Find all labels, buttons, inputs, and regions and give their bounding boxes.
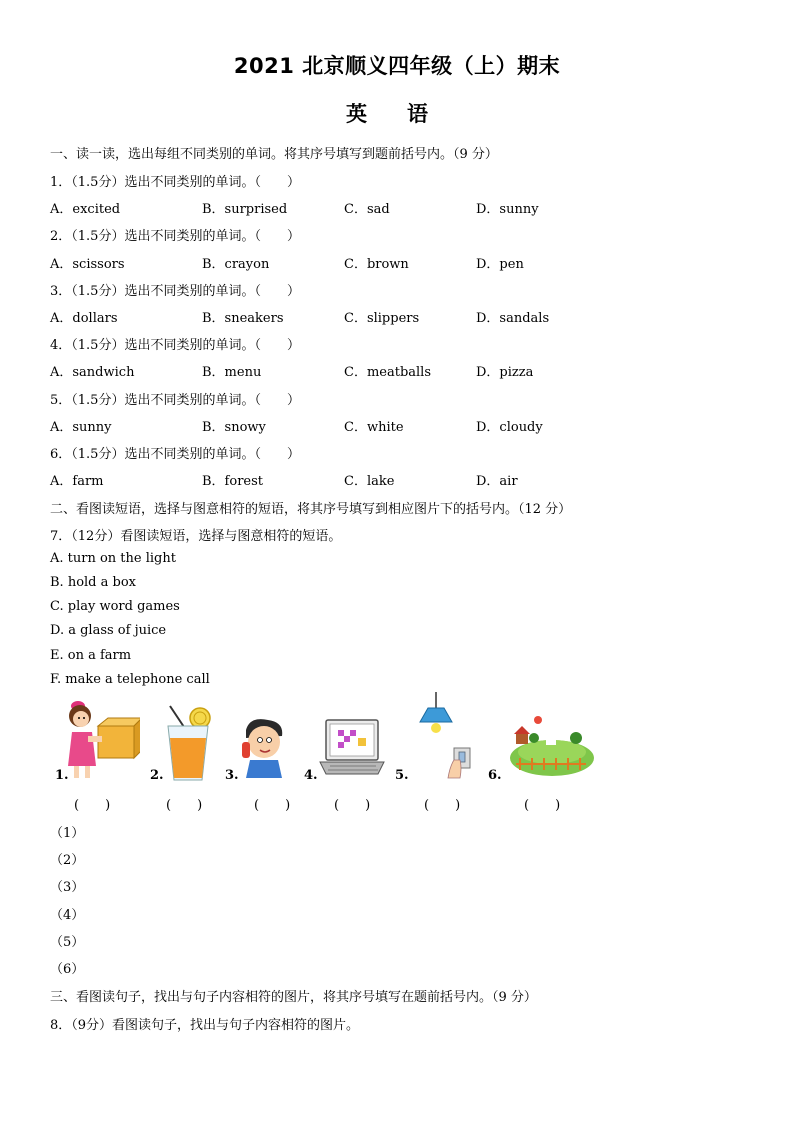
phrase-c: C. play word games <box>50 599 180 614</box>
q4-option-a: A．sandwich <box>50 365 135 380</box>
q4-option-d: D．pizza <box>476 365 534 380</box>
q2-options <box>50 253 650 271</box>
picture-number-6: 6. <box>488 768 502 783</box>
q3-option-d: D．sandals <box>476 311 550 326</box>
picture-answer-blank-5[interactable]: ( ) <box>424 798 461 813</box>
q6-option-b: B．forest <box>202 474 263 489</box>
girl-holding-box-picture <box>58 696 140 782</box>
q1-stem: 1．（1.5分）选出不同类别的单词。（ ） <box>50 175 300 190</box>
q1-option-c: C．sad <box>344 202 390 217</box>
q4-option-c: C．meatballs <box>344 365 432 380</box>
answer-line-5: （5） <box>50 935 85 950</box>
q6-option-a: A．farm <box>50 474 104 489</box>
q4-option-b: B．menu <box>202 365 262 380</box>
answer-line-6: （6） <box>50 962 85 977</box>
answer-line-4: （4） <box>50 908 85 923</box>
q6-options <box>50 470 650 488</box>
turn-on-light-picture <box>410 692 474 782</box>
q6-stem: 6．（1.5分）选出不同类别的单词。（ ） <box>50 447 300 462</box>
q3-option-a: A．dollars <box>50 311 118 326</box>
picture-answer-blank-1[interactable]: ( ) <box>74 798 111 813</box>
section1-heading: 一、读一读，选出每组不同类别的单词。将其序号填写到题前括号内。（9 分） <box>50 147 498 162</box>
q1-option-d: D．sunny <box>476 202 539 217</box>
picture-number-5: 5. <box>395 768 409 783</box>
picture-number-1: 1. <box>55 768 69 783</box>
picture-answer-blank-6[interactable]: ( ) <box>524 798 561 813</box>
answer-line-3: （3） <box>50 880 85 895</box>
q2-option-d: D．pen <box>476 257 524 272</box>
q1-options <box>50 198 650 216</box>
phrase-e: E. on a farm <box>50 648 132 663</box>
q5-option-b: B．snowy <box>202 420 266 435</box>
phrase-d: D. a glass of juice <box>50 623 167 638</box>
q4-stem: 4．（1.5分）选出不同类别的单词。（ ） <box>50 338 300 353</box>
phrase-f: F. make a telephone call <box>50 672 210 687</box>
telephone-call-picture <box>236 716 294 778</box>
q2-option-b: B．crayon <box>202 257 270 272</box>
q1-option-b: B．surprised <box>202 202 288 217</box>
q2-stem: 2．（1.5分）选出不同类别的单词。（ ） <box>50 229 300 244</box>
laptop-word-game-picture <box>318 718 386 776</box>
subject-title: 英语 <box>346 102 468 126</box>
q5-option-a: A．sunny <box>50 420 112 435</box>
q2-option-a: A．scissors <box>50 257 125 272</box>
q5-stem: 5．（1.5分）选出不同类别的单词。（ ） <box>50 393 300 408</box>
q5-option-c: C．white <box>344 420 404 435</box>
picture-answer-blank-4[interactable]: ( ) <box>334 798 371 813</box>
q4-options <box>50 361 650 379</box>
q7-stem: 7．（12分）看图读短语，选择与图意相符的短语。 <box>50 529 342 544</box>
section3-heading: 三、看图读句子，找出与句子内容相符的图片，将其序号填写在题前括号内。（9 分） <box>50 990 537 1005</box>
glass-of-juice-picture <box>162 704 214 782</box>
q3-option-b: B．sneakers <box>202 311 284 326</box>
picture-number-2: 2. <box>150 768 164 783</box>
q2-option-c: C．brown <box>344 257 409 272</box>
q1-option-a: A．excited <box>50 202 121 217</box>
picture-number-4: 4. <box>304 768 318 783</box>
picture-answer-blank-3[interactable]: ( ) <box>254 798 291 813</box>
phrase-a: A. turn on the light <box>50 551 176 566</box>
section2-heading: 二、看图读短语，选择与图意相符的短语，将其序号填写到相应图片下的括号内。（12 分） <box>50 502 572 517</box>
answer-line-2: （2） <box>50 853 85 868</box>
q5-option-d: D．cloudy <box>476 420 543 435</box>
farm-picture <box>506 712 596 780</box>
q6-option-c: C．lake <box>344 474 395 489</box>
picture-answer-blank-2[interactable]: ( ) <box>166 798 203 813</box>
q5-options <box>50 416 650 434</box>
answer-line-1: （1） <box>50 826 85 841</box>
phrase-b: B. hold a box <box>50 575 136 590</box>
q3-stem: 3．（1.5分）选出不同类别的单词。（ ） <box>50 284 300 299</box>
picture-number-3: 3. <box>225 768 239 783</box>
q3-options <box>50 307 650 325</box>
q8-stem: 8．（9分）看图读句子，找出与句子内容相符的图片。 <box>50 1018 360 1033</box>
page-title: 2021 北京顺义四年级（上）期末 <box>233 54 561 78</box>
q6-option-d: D．air <box>476 474 518 489</box>
q3-option-c: C．slippers <box>344 311 420 326</box>
